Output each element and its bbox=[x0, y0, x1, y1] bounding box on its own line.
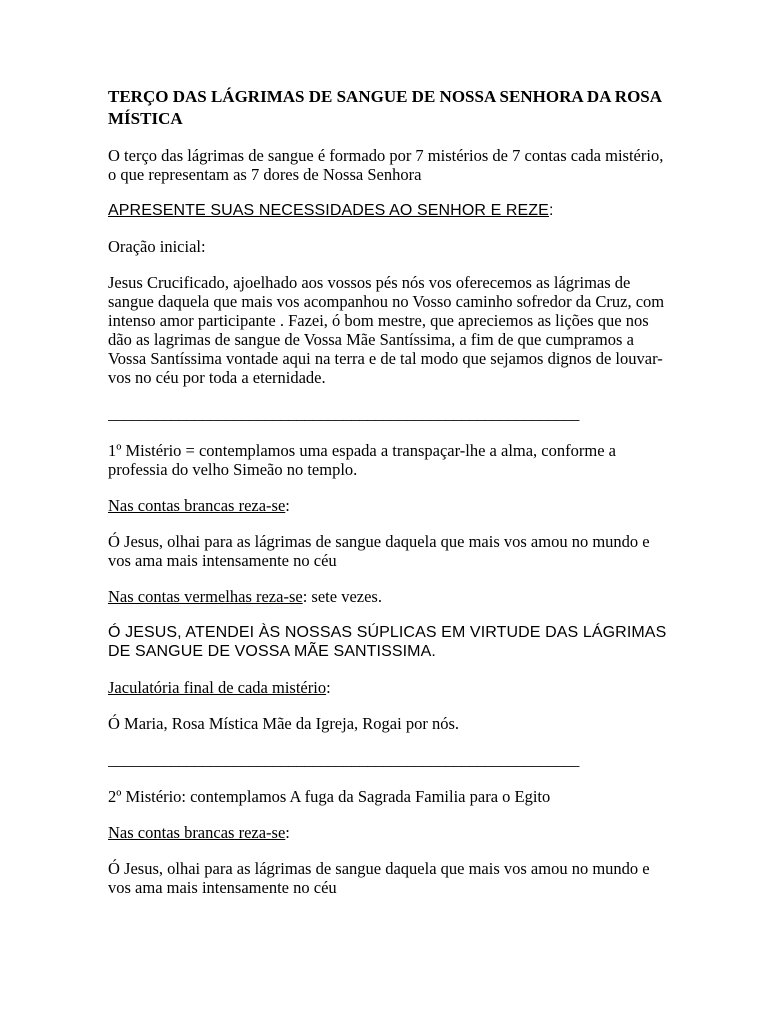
mystery-1-white-beads-prayer: Ó Jesus, olhai para as lágrimas de sangue daquela que mais vos amou no mundo e vos ama mais intensamente no céu bbox=[108, 532, 650, 570]
mystery-2-white-beads-label: Nas contas brancas reza-se bbox=[108, 823, 286, 842]
mystery-1-red-beads-prayer: Ó JESUS, ATENDEI ÀS NOSSAS SÚPLICAS EM VIRTUDE DAS LÁGRIMAS DE SANGUE DE VOSSA MÃE SANTISSIMA. bbox=[108, 624, 667, 660]
mystery-1-final-prayer: Ó Maria, Rosa Mística Mãe da Igreja, Rogai por nós. bbox=[108, 714, 459, 733]
mystery-2-text: 2º Mistério: contemplamos A fuga da Sagrada Familia para o Egito bbox=[108, 787, 551, 806]
mystery-1-final-line bbox=[108, 678, 668, 697]
separator-line: ____________________________________________________________ bbox=[108, 404, 580, 423]
mystery-1-red-beads-label: Nas contas vermelhas reza-se bbox=[108, 587, 303, 606]
mystery-1-red-beads-line bbox=[108, 587, 668, 606]
mystery-1-white-beads-suffix: : bbox=[285, 496, 290, 515]
mystery-1-red-beads-suffix: : sete vezes. bbox=[302, 587, 382, 606]
mystery-1-final-suffix: : bbox=[326, 678, 331, 697]
initial-prayer-heading: Oração inicial: bbox=[108, 237, 206, 256]
instruction-label: APRESENTE SUAS NECESSIDADES AO SENHOR E REZE bbox=[108, 202, 549, 219]
mystery-1-final-label: Jaculatória final de cada mistério bbox=[108, 678, 327, 697]
initial-prayer-text: Jesus Crucificado, ajoelhado aos vossos pés nós vos oferecemos as lágrimas de sangue daquela que mais vos acompanhou no Vosso caminho sofredor da Cruz, com intenso amor participante . Fazei, ó bom mestre, que apreciemos as lições que nos dão as lagrimas de sangue de Vossa Mãe Santíssima, a fim de que cumpramos a Vossa Santíssima vontade aqui na terra e de tal modo que sejamos dignos de louvar-vos no céu por toda a eternidade. bbox=[108, 273, 665, 387]
mystery-2-white-beads-suffix: : bbox=[285, 823, 290, 842]
instruction-line bbox=[108, 201, 668, 220]
intro-paragraph: O terço das lágrimas de sangue é formado por 7 mistérios de 7 contas cada mistério, o que representam as 7 dores de Nossa Senhora bbox=[108, 146, 664, 184]
mystery-1-text: 1º Mistério = contemplamos uma espada a transpaçar-lhe a alma, conforme a professia do velho Simeão no templo. bbox=[108, 441, 616, 479]
document-title: TERÇO DAS LÁGRIMAS DE SANGUE DE NOSSA SENHORA DA ROSA MÍSTICA bbox=[108, 87, 662, 128]
mystery-1-white-beads-label: Nas contas brancas reza-se bbox=[108, 496, 286, 515]
instruction-suffix: : bbox=[548, 202, 554, 219]
mystery-2-white-beads-prayer: Ó Jesus, olhai para as lágrimas de sangue daquela que mais vos amou no mundo e vos ama mais intensamente no céu bbox=[108, 859, 650, 897]
document-page bbox=[108, 86, 668, 897]
mystery-1-white-beads-line bbox=[108, 496, 668, 515]
mystery-2-white-beads-line bbox=[108, 823, 668, 842]
separator-line-2: ____________________________________________________________ bbox=[108, 750, 580, 769]
